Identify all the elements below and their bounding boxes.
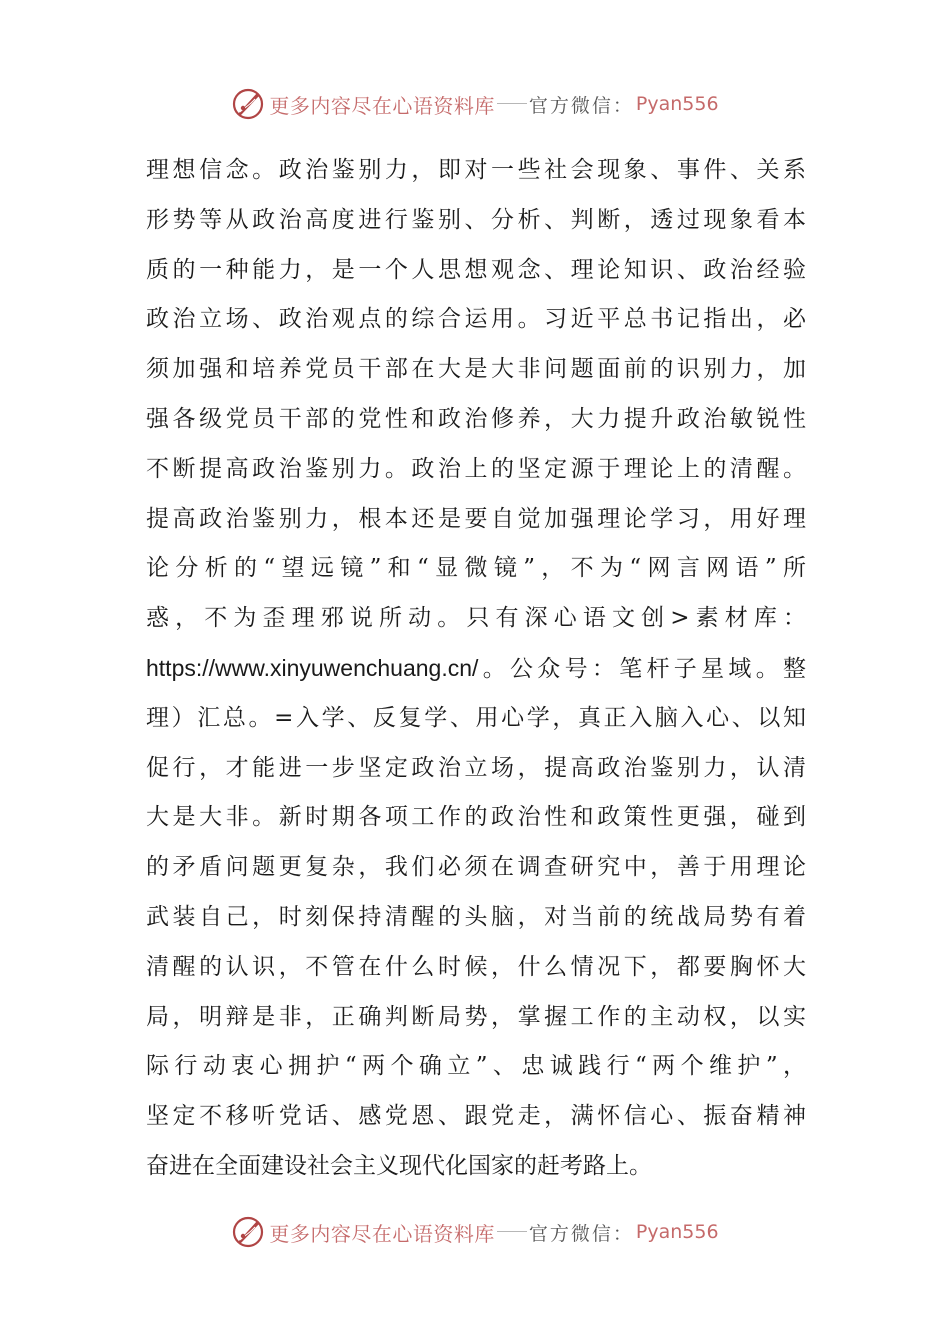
body-line-url: https://www.xinyuwenchuang.cn/。公众号：笔杆子星域。整 [146, 654, 806, 681]
header-banner [0, 84, 950, 124]
document-body [146, 146, 806, 1192]
body-line: 理）汇总。=入学、反复学、用心学，真正入脑入心、以知 [146, 704, 806, 731]
footer-banner [0, 1212, 950, 1252]
body-line: 不断提高政治鉴别力。政治上的坚定源于理论上的清醒。 [146, 455, 806, 482]
body-line: 提高政治鉴别力，根本还是要自觉加强理论学习，用好理 [146, 505, 806, 532]
body-line: 理想信念。政治鉴别力，即对一些社会现象、事件、关系 [146, 157, 806, 183]
body-line: 质的一种能力，是一个人思想观念、理论知识、政治经验 [146, 256, 806, 283]
body-line: 际行动衷心拥护“两个确立”、忠诚践行“两个维护”， [146, 1053, 806, 1080]
quill-logo-icon [231, 1215, 265, 1249]
body-line: 形势等从政治高度进行鉴别、分析、判断，透过现象看本 [146, 206, 806, 233]
body-line: 强各级党员干部的党性和政治修养，大力提升政治敏锐性 [146, 405, 806, 432]
body-line: 政治立场、政治观点的综合运用。习近平总书记指出，必 [146, 306, 806, 333]
body-line: 惑，不为歪理邪说所动。只有深心语文创>素材库： [146, 605, 806, 632]
banner-title: 更多内容尽在心语资料库 [269, 1221, 495, 1246]
banner-wechat-id: Pyan556 [635, 93, 719, 115]
banner-dash [497, 1231, 527, 1232]
body-line: 论分析的“望远镜”和“显微镜”，不为“网言网语”所 [146, 555, 806, 582]
body-line: 促行，才能进一步坚定政治立场，提高政治鉴别力，认清 [146, 754, 806, 781]
body-line: 大是大非。新时期各项工作的政治性和政策性更强，碰到 [146, 804, 806, 831]
body-line: 局，明辩是非，正确判断局势，掌握工作的主动权，以实 [146, 1003, 806, 1030]
body-line: 的矛盾问题更复杂，我们必须在调查研究中，善于用理论 [146, 854, 806, 881]
banner-dash [497, 103, 527, 104]
body-line: 坚定不移听党话、感党恩、跟党走，满怀信心、振奋精神 [146, 1103, 806, 1130]
banner-wechat-label: 官方微信： [528, 94, 634, 117]
banner-title: 更多内容尽在心语资料库 [269, 93, 495, 118]
body-line: 奋进在全面建设社会主义现代化国家的赶考路上。 [146, 1152, 652, 1179]
body-line: 清醒的认识，不管在什么时候，什么情况下，都要胸怀大 [146, 953, 806, 980]
body-line: 武装自己，时刻保持清醒的头脑，对当前的统战局势有着 [146, 903, 806, 930]
quill-logo-icon [231, 87, 265, 121]
body-line: 须加强和培养党员干部在大是大非问题面前的识别力，加 [146, 356, 806, 383]
banner-wechat-label: 官方微信： [528, 1222, 634, 1245]
banner-wechat-id: Pyan556 [635, 1221, 719, 1243]
